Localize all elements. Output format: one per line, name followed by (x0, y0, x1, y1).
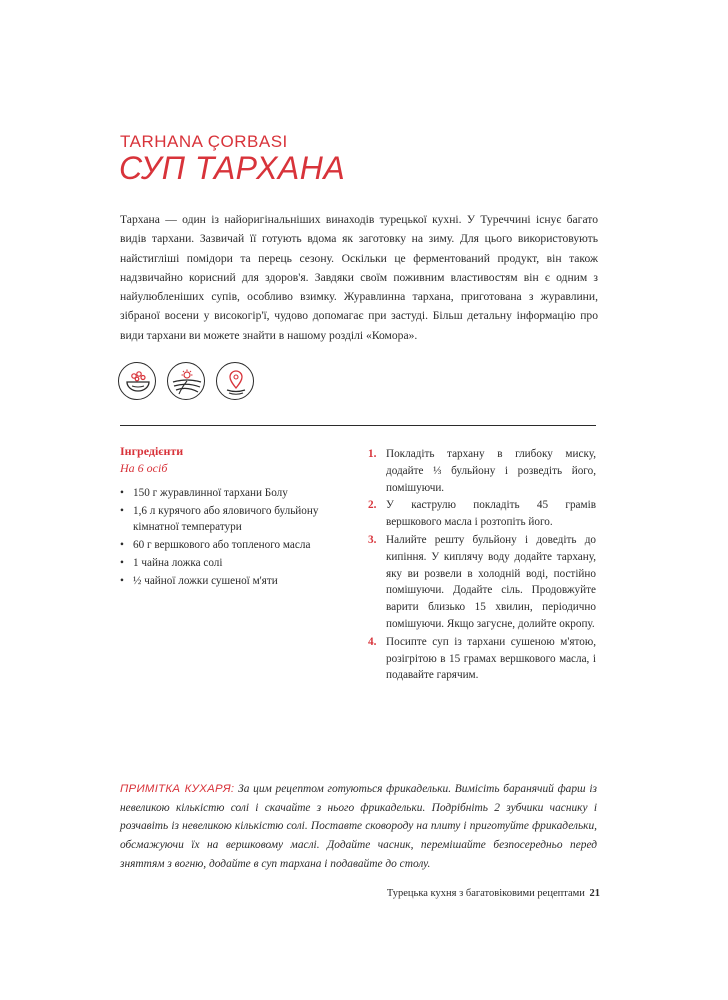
step-item (368, 532, 596, 633)
intro-paragraph: Тархана — один із найоригінальніших винаходів турецької кухні. У Туреччині існує багато видів тархани. Зазвичай її готують вдома як заготовку на зиму. Для цього використовують найстигліші помідори та перець сезону. Оскільки це ферментований продукт, він також надзвичайно корисний для здоров'я. Завдяки своїм поживним властивостям він є одним з найулюбленіших супів, особливо взимку. Журавлинна тархана, приготована з журавлини, зібраної восени у високогір'ї, чудово допомагає при застуді. Більш детальну інформацію про види тархани ви можете знайти в нашому розділі «Комора». (120, 213, 598, 342)
step-text: Посипте суп із тархани сушеною м'ятою, розігрітою в 15 грамах вершкового масла, і подавайте гарячим. (386, 635, 596, 682)
step-item (368, 446, 596, 496)
sun-fields-icon (167, 362, 205, 400)
section-divider (120, 425, 596, 426)
step-number: 3. (368, 533, 377, 546)
step-text: У каструлю покладіть 45 грамів вершкового масла і розтопіть його. (386, 499, 596, 529)
list-item: • ½ чайної ложки сушеної м'яти (120, 574, 350, 589)
chef-note (120, 780, 597, 874)
location-pin-icon (216, 362, 254, 400)
page-footer (387, 888, 600, 899)
ingredients-list (120, 486, 350, 593)
step-text: Налийте решту бульйону і доведіть до кипіння. У киплячу воду додайте тархану, яку ви розвели в холодній воді, постійно помішуючи. Додайте сіль. Продовжуйте варити близько 15 хвилин, періодично помішуючи. Якщо загусне, долийте окропу. (386, 533, 596, 630)
footer-book-title: Турецька кухня з багатовіковими рецептами (386, 888, 585, 899)
steps-list (368, 446, 596, 685)
list-item: • 1 чайна ложка солі (120, 556, 350, 571)
recipe-title: СУП ТАРХАНА (119, 150, 346, 186)
step-text: Покладіть тархану в глибоку миску, додайте ⅓ бульйону і розведіть його, помішуючи. (386, 448, 596, 494)
step-item (368, 634, 596, 684)
soup-bowl-icon (118, 362, 156, 400)
ingredients-heading: Інгредієнти (120, 444, 184, 458)
step-number: 4. (368, 635, 377, 648)
recipe-subtitle: TARHANA ÇORBASI (120, 132, 288, 151)
page-number: 21 (589, 888, 600, 899)
chef-note-label: ПРИМІТКА КУХАРЯ: (120, 783, 235, 795)
recipe-icons (118, 362, 258, 406)
step-number: 2. (368, 499, 377, 512)
chef-note-text: За цим рецептом готуються фрикадельки. Вимісіть баранячий фарш із невеликою кількістю солі і скачайте з нього фрикадельки. Подрібніть 2 зубчики часнику і розчавіть із невеликою кількістю солі. Поставте сковороду на плиту і приготуйте фрикадельки, обсмажуючи їх на вершковому маслі. Додайте часник, перемішайте безпосередньо перед зняттям з вогню, додайте в суп тархана і подавайте до столу. (120, 783, 597, 870)
step-item (368, 497, 596, 531)
list-item: • 150 г журавлинної тархани Болу (120, 486, 350, 501)
list-item: • 60 г вершкового або топленого масла (120, 538, 350, 553)
ingredients-servings: На 6 осіб (120, 461, 168, 475)
list-item: • 1,6 л курячого або яловичого бульйону кімнатної температури (120, 504, 350, 535)
step-number: 1. (368, 448, 377, 460)
